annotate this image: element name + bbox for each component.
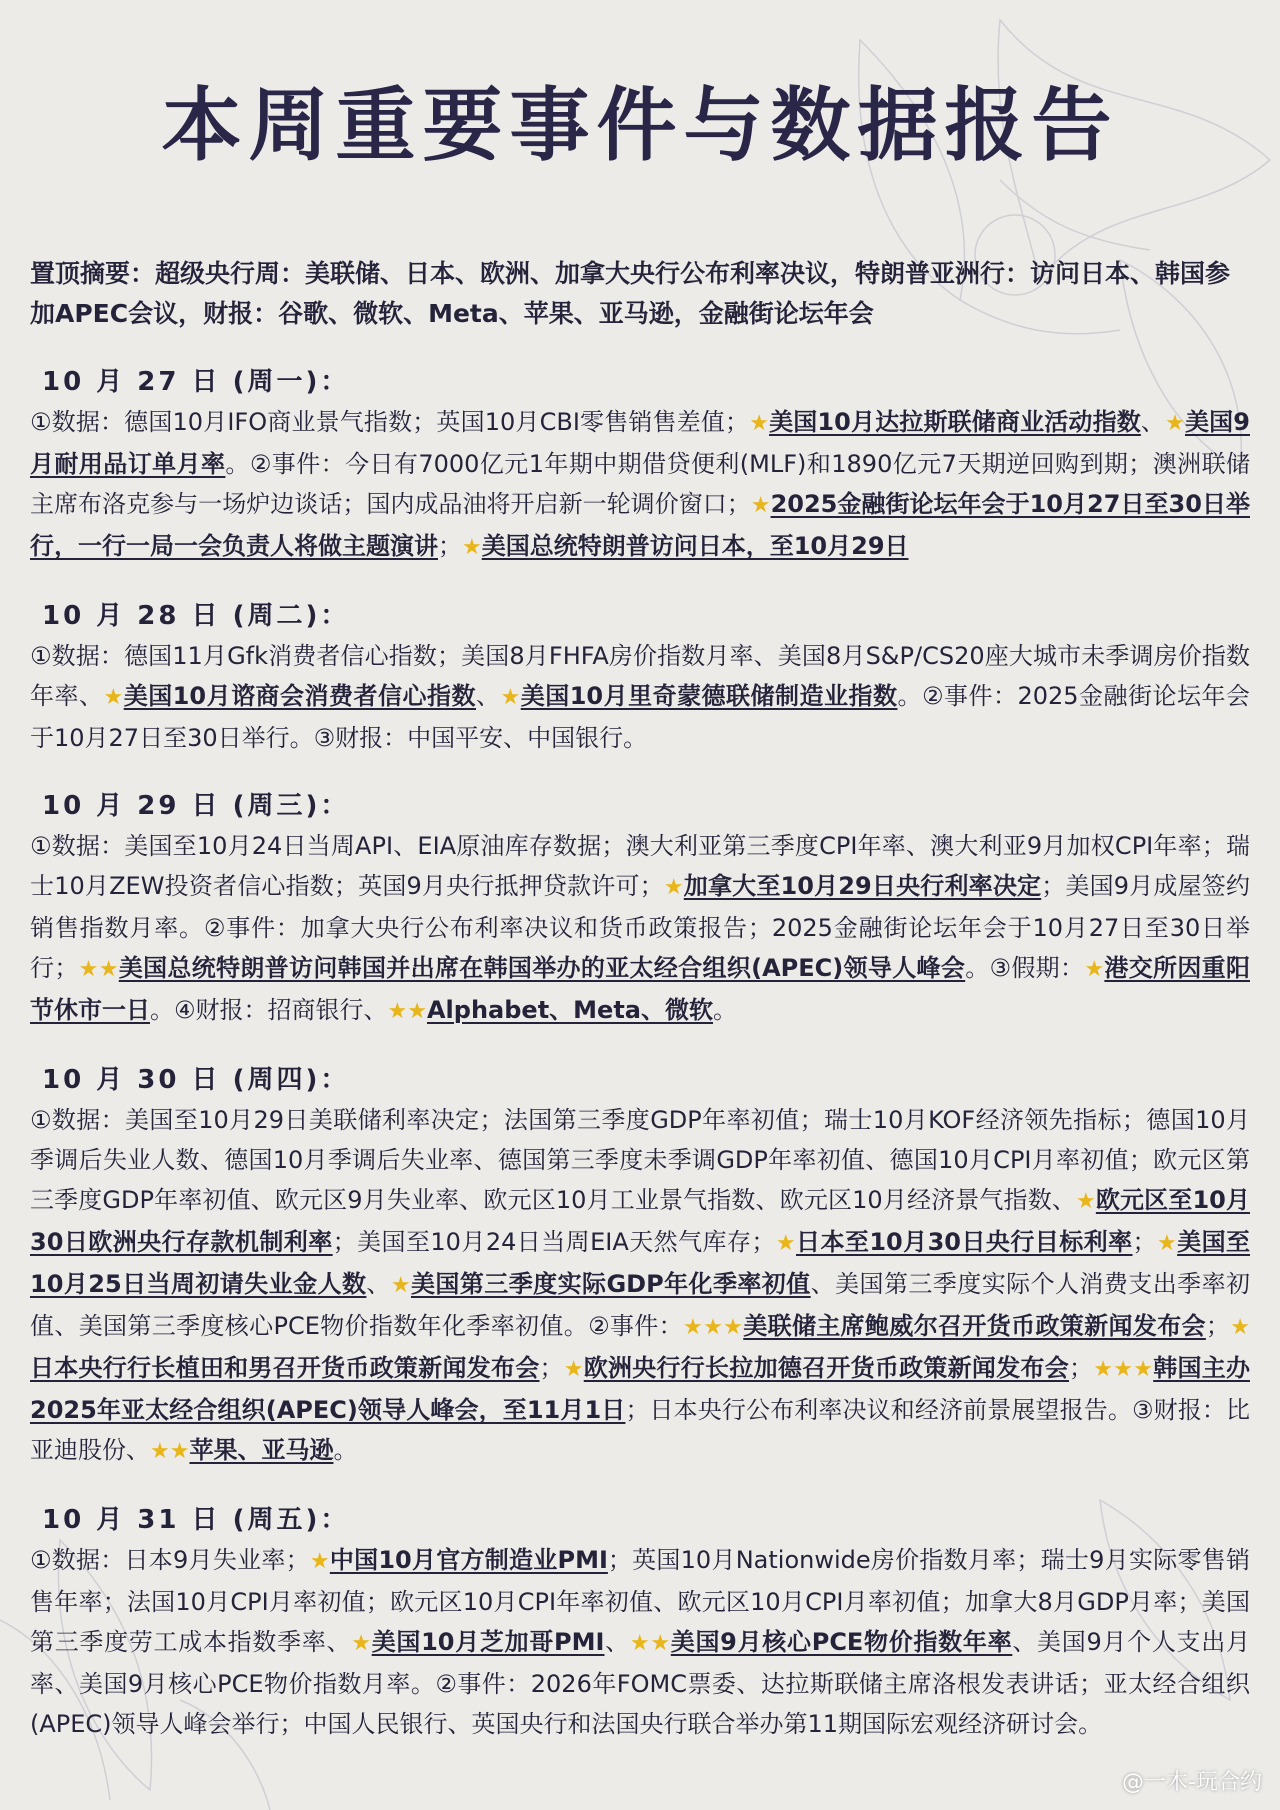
star-icon: ★ <box>390 1273 411 1298</box>
highlighted-event: 美联储主席鲍威尔召开货币政策新闻发布会 <box>743 1312 1206 1340</box>
star-icon: ★ <box>150 1439 170 1464</box>
event-text: 。③假期： <box>965 954 1085 982</box>
highlighted-event: 日本央行行长植田和男召开货币政策新闻发布会 <box>30 1354 540 1382</box>
event-text: ； <box>1132 1228 1157 1256</box>
event-text: 、美国9月个人支出月率、美国9月核心PCE物价指数月率。②事件：2026年FOMC票委、达拉斯联储主席洛根发表讲话；亚太经合组织(APEC)领导人峰会举行；中国人民银行、英国央行和法国央行联合举办第11期国际宏观经济研讨会。 <box>30 1628 1250 1738</box>
event-text: ； <box>1068 1354 1093 1382</box>
highlighted-event: 美国第三季度实际GDP年化季率初值 <box>411 1270 811 1298</box>
highlighted-event: 美国总统特朗普访问日本，至10月29日 <box>481 532 909 560</box>
day-section <box>30 786 1250 1032</box>
day-content <box>30 1100 1250 1472</box>
star-icon: ★ <box>683 1315 704 1340</box>
star-icon: ★ <box>1092 1357 1114 1382</box>
event-text: ；日本央行公布利率决议和经济前景展望报告。③财报：比亚迪股份、 <box>30 1396 1250 1464</box>
day-content <box>30 826 1250 1032</box>
day-section <box>30 362 1250 568</box>
highlighted-event: 美国9月耐用品订单月率 <box>30 408 1250 478</box>
highlighted-event: 欧元区至10月30日欧洲央行存款机制利率 <box>30 1186 1250 1256</box>
day-heading: 10 月 29 日 (周三)： <box>42 791 350 821</box>
event-text: ； <box>438 532 462 560</box>
event-text: ；美国9月成屋签约销售指数月率。②事件：加拿大央行公布利率决议和货币政策报告；2025金融街论坛年会于10月27日至30日举行； <box>30 872 1250 982</box>
highlighted-event: 美国10月达拉斯联储商业活动指数 <box>769 408 1141 436</box>
star-icon: ★ <box>387 999 408 1024</box>
star-icon: ★ <box>650 1631 671 1656</box>
highlighted-event: 美国9月核心PCE物价指数年率 <box>670 1628 1013 1656</box>
event-text: ①数据：德国11月Gfk消费者信心指数；美国8月FHFA房价指数月率、美国8月S&P/CS20座大城市未季调房价指数年率、 <box>30 642 1250 710</box>
event-text: 、 <box>366 1270 391 1298</box>
event-text: 、 <box>604 1628 630 1656</box>
highlighted-event: 美国10月里奇蒙德联储制造业指数 <box>520 682 898 710</box>
event-text: ①数据：德国10月IFO商业景气指数；英国10月CBI零售销售差值； <box>30 408 750 436</box>
event-text: 。④财报：招商银行、 <box>150 996 388 1024</box>
star-icon: ★ <box>775 1231 797 1256</box>
star-icon: ★ <box>663 875 684 900</box>
event-text: 、 <box>1140 408 1166 436</box>
day-content <box>30 636 1250 758</box>
star-icon: ★ <box>1113 1357 1134 1382</box>
highlighted-event: 苹果、亚马逊 <box>189 1436 334 1464</box>
star-icon: ★ <box>78 957 99 982</box>
star-icon: ★ <box>723 1315 744 1340</box>
event-text: ①数据：美国至10月24日当周API、EIA原油库存数据；澳大利亚第三季度CPI年率、澳大利亚9月加权CPI年率；瑞士10月ZEW投资者信心指数；英国9月央行抵押贷款许可； <box>30 832 1250 900</box>
event-text: 、 <box>476 682 501 710</box>
star-icon: ★ <box>1075 1189 1096 1214</box>
star-icon: ★ <box>500 685 521 710</box>
highlighted-event: 美国10月谘商会消费者信心指数 <box>123 682 476 710</box>
star-icon: ★ <box>309 1549 330 1574</box>
star-icon: ★ <box>103 685 124 710</box>
event-text: ； <box>539 1354 564 1382</box>
watermark: @一木-玩合约 <box>1122 1770 1262 1795</box>
event-text: ；英国10月Nationwide房价指数月率；瑞士9月实际零售销售年率；法国10月CPI月率初值；欧元区10月CPI年率初值、欧元区10月CPI月率初值；加拿大8月GDP月率；美国第三季度劳工成本指数季率、 <box>30 1546 1250 1656</box>
highlighted-event: 美国10月芝加哥PMI <box>371 1628 605 1656</box>
event-text: 。 <box>713 996 738 1024</box>
star-icon: ★ <box>749 411 770 436</box>
page-title: 本周重要事件与数据报告 <box>161 79 1119 172</box>
day-heading: 10 月 30 日 (周四)： <box>42 1065 350 1095</box>
star-icon: ★ <box>750 493 771 518</box>
day-heading: 10 月 31 日 (周五)： <box>42 1505 350 1535</box>
event-text: ①数据：日本9月失业率； <box>30 1546 310 1574</box>
highlighted-event: 港交所因重阳节休市一日 <box>30 954 1250 1024</box>
star-icon: ★ <box>407 999 427 1024</box>
event-text: 。②事件：今日有7000亿元1年期中期借贷便利(MLF)和1890亿元7天期逆回购到期；澳洲联储主席布洛克参与一场炉边谈话；国内成品油将开启新一轮调价窗口； <box>30 450 1251 518</box>
star-icon: ★ <box>1165 411 1185 436</box>
highlighted-event: 日本至10月30日央行目标利率 <box>796 1228 1133 1256</box>
highlighted-event: 美国至10月25日当周初请失业金人数 <box>30 1228 1251 1298</box>
star-icon: ★ <box>703 1315 724 1340</box>
highlighted-event: 加拿大至10月29日央行利率决定 <box>683 872 1042 900</box>
highlighted-event: Alphabet、Meta、微软 <box>426 996 714 1024</box>
event-text: ；美国至10月24日当周EIA天然气库存； <box>332 1228 776 1256</box>
star-icon: ★ <box>563 1357 584 1382</box>
day-section <box>30 1500 1250 1744</box>
day-heading: 10 月 28 日 (周二)： <box>42 601 350 631</box>
event-text: 、美国第三季度实际个人消费支出季率初值、美国第三季度核心PCE物价指数年化季率初值。②事件： <box>30 1270 1251 1340</box>
days-list <box>30 362 1250 1744</box>
highlighted-event: 2025金融街论坛年会于10月27日至30日举行，一行一局一会负责人将做主题演讲 <box>30 490 1250 560</box>
event-text: 。②事件：2025金融街论坛年会于10月27日至30日举行。③财报：中国平安、中国银行。 <box>30 682 1250 752</box>
star-icon: ★ <box>1156 1231 1178 1256</box>
day-section <box>30 1060 1250 1472</box>
day-content <box>30 1540 1250 1744</box>
event-text: ； <box>1205 1312 1230 1340</box>
highlighted-event: 中国10月官方制造业PMI <box>329 1546 608 1574</box>
star-icon: ★ <box>98 957 119 982</box>
highlighted-event: 韩国主办2025年亚太经合组织(APEC)领导人峰会，至11月1日 <box>30 1354 1250 1424</box>
day-content <box>30 402 1250 568</box>
star-icon: ★ <box>1133 1357 1154 1382</box>
star-icon: ★ <box>169 1439 190 1464</box>
event-text: 。 <box>333 1436 358 1464</box>
star-icon: ★ <box>1229 1315 1250 1340</box>
event-text: ①数据：美国至10月29日美联储利率决定；法国第三季度GDP年率初值；瑞士10月KOF经济领先指标；德国10月季调后失业人数、德国10月季调后失业率、德国第三季度未季调GDP年率初值、德国10月CPI月率初值；欧元区第三季度GDP年率初值、欧元区9月失业率、欧元区10月工业景气指数、欧元区10月经济景气指数、 <box>30 1106 1250 1214</box>
day-section <box>30 596 1250 758</box>
pinned-summary: 置顶摘要：超级央行周：美联储、日本、欧洲、加拿大央行公布利率决议，特朗普亚洲行：访问日本、韩国参加APEC会议，财报：谷歌、微软、Meta、苹果、亚马逊，金融街论坛年会 <box>30 259 1231 328</box>
star-icon: ★ <box>351 1631 372 1656</box>
day-heading: 10 月 27 日 (周一)： <box>42 367 350 397</box>
star-icon: ★ <box>462 535 482 560</box>
highlighted-event: 美国总统特朗普访问韩国并出席在韩国举办的亚太经合组织(APEC)领导人峰会 <box>118 954 966 982</box>
star-icon: ★ <box>629 1631 651 1656</box>
star-icon: ★ <box>1084 957 1105 982</box>
highlighted-event: 欧洲央行行长拉加德召开货币政策新闻发布会 <box>583 1354 1069 1382</box>
